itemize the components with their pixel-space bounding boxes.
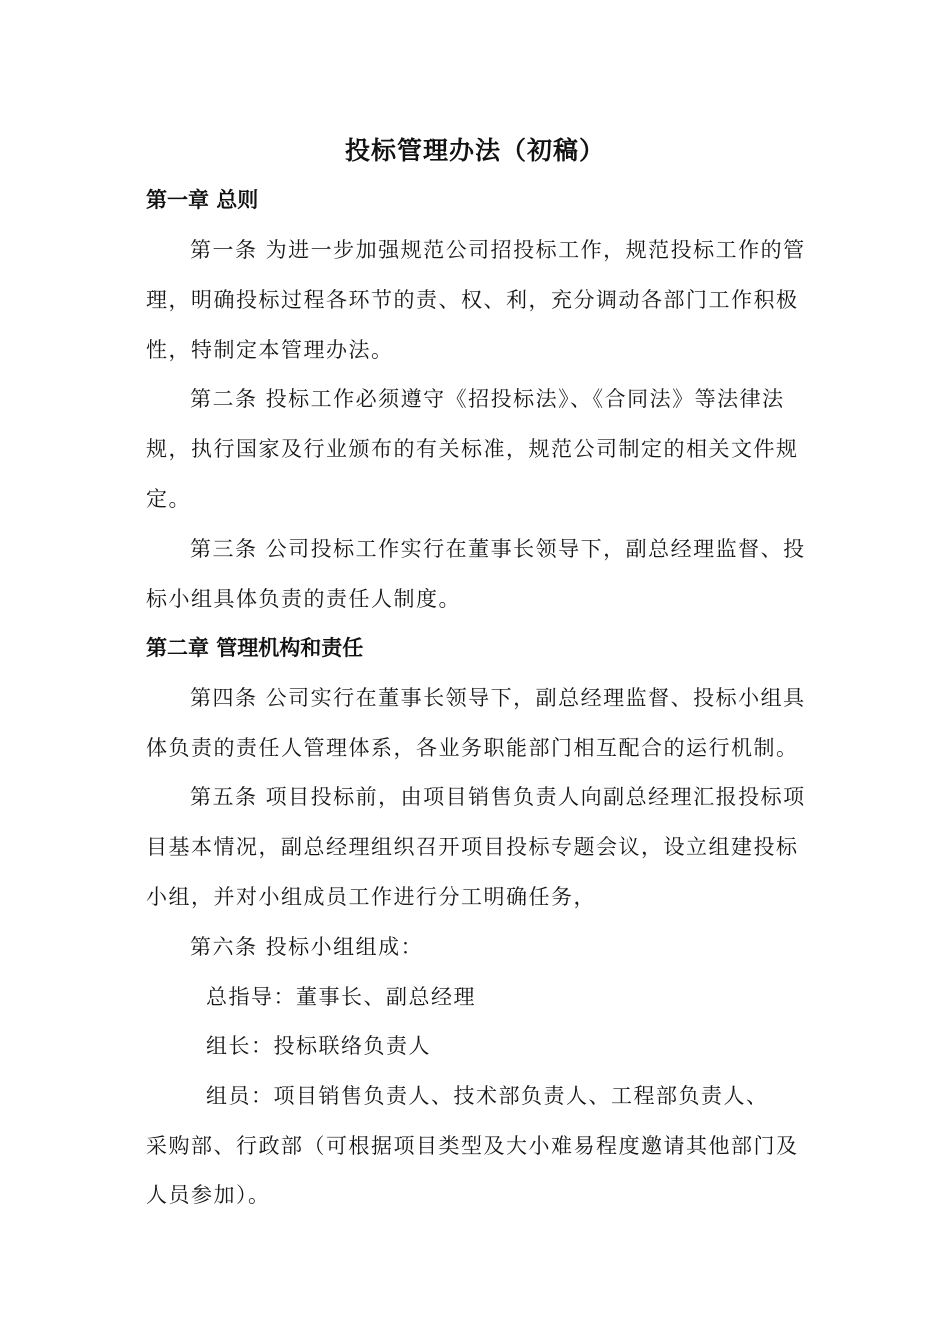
article-3-line-2: 标小组具体负责的责任人制度。 [146, 587, 461, 611]
article-6-leader: 组长：投标联络负责人 [206, 1034, 431, 1058]
article-6-members-line-3: 人员参加）。 [146, 1183, 271, 1207]
article-1-line-1: 第一条 为进一步加强规范公司招投标工作，规范投标工作的管 [190, 238, 806, 262]
document-title: 投标管理办法（初稿） [344, 136, 605, 165]
chapter-1-heading: 第一章 总则 [146, 188, 259, 212]
chapter-2-heading: 第二章 管理机构和责任 [146, 636, 364, 660]
article-2-line-2: 规，执行国家及行业颁布的有关标准，规范公司制定的相关文件规 [146, 437, 799, 461]
article-6-intro: 第六条 投标小组组成： [190, 935, 424, 959]
article-2-line-1: 第二条 投标工作必须遵守《招投标法》、《合同法》等法律法 [190, 387, 785, 411]
article-6-members-line-2: 采购部、行政部（可根据项目类型及大小难易程度邀请其他部门及 [146, 1134, 799, 1158]
article-1-line-3: 性，特制定本管理办法。 [146, 338, 394, 362]
article-1-line-2: 理，明确投标过程各环节的责、权、利，充分调动各部门工作积极 [146, 288, 799, 312]
article-5-line-1: 第五条 项目投标前，由项目销售负责人向副总经理汇报投标项 [190, 785, 806, 809]
article-6-director: 总指导：董事长、副总经理 [206, 985, 476, 1009]
article-3-line-1: 第三条 公司投标工作实行在董事长领导下，副总经理监督、投 [190, 537, 806, 561]
article-5-line-2: 目基本情况，副总经理组织召开项目投标专题会议，设立组建投标 [146, 835, 799, 859]
article-6-members-line-1: 组员：项目销售负责人、技术部负责人、工程部负责人、 [206, 1084, 769, 1108]
article-4-line-1: 第四条 公司实行在董事长领导下，副总经理监督、投标小组具 [190, 686, 806, 710]
article-4-line-2: 体负责的责任人管理体系，各业务职能部门相互配合的运行机制。 [146, 736, 799, 760]
article-5-line-3: 小组，并对小组成员工作进行分工明确任务， [146, 885, 596, 909]
article-2-line-3: 定。 [146, 487, 191, 511]
